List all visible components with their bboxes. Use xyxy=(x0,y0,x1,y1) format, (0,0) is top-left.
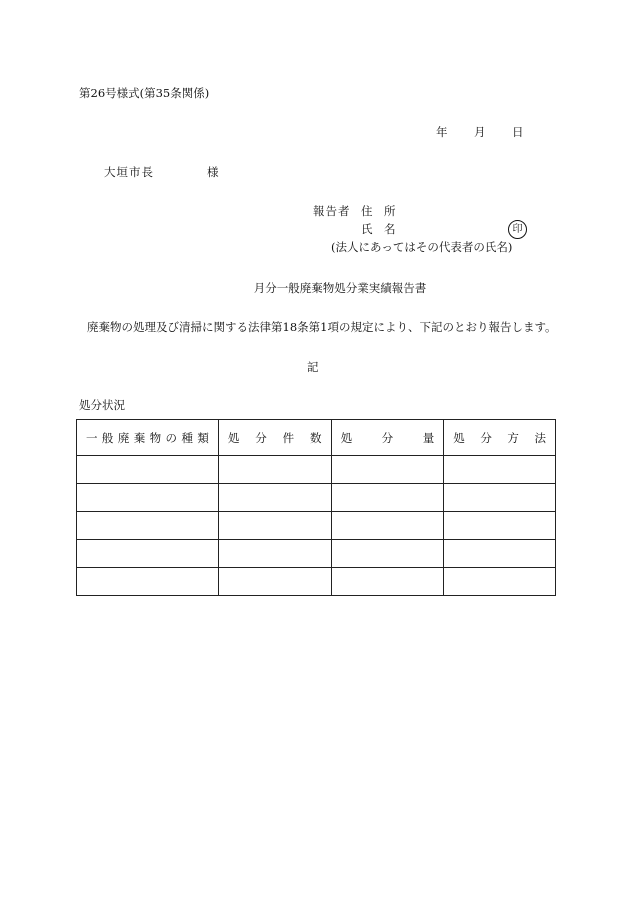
date-year-label: 年 xyxy=(436,125,448,139)
form-number: 第26号様式(第35条関係) xyxy=(79,86,210,100)
name-label: 氏 名 xyxy=(361,222,396,236)
document-title-text: 月分一般廃棄物処分業実績報告書 xyxy=(253,281,427,295)
header-char: 数 xyxy=(310,430,322,445)
header-char: 量 xyxy=(422,430,435,445)
header-char: 法 xyxy=(534,430,546,445)
table-cell[interactable] xyxy=(331,456,444,484)
table-cell[interactable] xyxy=(444,456,556,484)
table-cell[interactable] xyxy=(444,540,556,568)
table-cell[interactable] xyxy=(218,540,331,568)
header-char: 分 xyxy=(255,430,267,445)
header-waste-type xyxy=(77,420,219,456)
document-title xyxy=(0,281,630,295)
table-cell[interactable] xyxy=(444,484,556,512)
header-disposal-count-text xyxy=(219,430,331,446)
address-label: 住 所 xyxy=(361,204,396,218)
header-waste-type-text xyxy=(77,430,218,446)
header-char: 方 xyxy=(507,430,519,445)
header-char: 廃 xyxy=(117,430,130,445)
table-header-row xyxy=(77,420,556,456)
date-day-label: 日 xyxy=(512,125,524,139)
table-cell[interactable] xyxy=(77,540,219,568)
addressee-honorific: 様 xyxy=(207,165,219,179)
ki-heading: 記 xyxy=(307,360,319,374)
table-cell[interactable] xyxy=(77,456,219,484)
header-char: 件 xyxy=(282,430,295,445)
table-cell[interactable] xyxy=(331,484,444,512)
header-char: の xyxy=(165,430,178,445)
header-char: 物 xyxy=(149,430,162,445)
header-char: 処 xyxy=(453,430,465,445)
table-cell[interactable] xyxy=(444,512,556,540)
table-cell[interactable] xyxy=(77,484,219,512)
table-row xyxy=(77,456,556,484)
disposal-table xyxy=(76,419,556,596)
addressee-title: 大垣市長 xyxy=(104,165,154,179)
header-disposal-method xyxy=(444,420,556,456)
header-char: 分 xyxy=(480,430,492,445)
header-char: 一 xyxy=(86,430,98,445)
table-cell[interactable] xyxy=(218,484,331,512)
table-cell[interactable] xyxy=(218,512,331,540)
body-text: 廃棄物の処理及び清掃に関する法律第18条第1項の規定により、下記のとおり報告します。 xyxy=(87,320,557,334)
header-disposal-amount-text xyxy=(332,430,444,446)
header-char: 処 xyxy=(340,430,353,445)
table-row xyxy=(77,568,556,596)
header-char: 棄 xyxy=(133,430,146,445)
seal-mark-icon: 印 xyxy=(508,220,527,239)
header-disposal-count xyxy=(218,420,331,456)
table-cell[interactable] xyxy=(331,568,444,596)
section-heading: 処分状況 xyxy=(79,398,125,412)
table-cell[interactable] xyxy=(331,512,444,540)
table-cell[interactable] xyxy=(331,540,444,568)
header-disposal-amount xyxy=(331,420,444,456)
date-month-label: 月 xyxy=(474,125,486,139)
header-char: 般 xyxy=(101,430,114,445)
table-cell[interactable] xyxy=(444,568,556,596)
table-cell[interactable] xyxy=(218,568,331,596)
table-row xyxy=(77,484,556,512)
header-char: 種 xyxy=(181,430,193,445)
table-row xyxy=(77,512,556,540)
header-char: 処 xyxy=(227,430,240,445)
reporter-label: 報告者 xyxy=(313,204,351,218)
header-char: 分 xyxy=(381,430,394,445)
header-char: 類 xyxy=(197,430,209,445)
table-cell[interactable] xyxy=(218,456,331,484)
table-cell[interactable] xyxy=(77,512,219,540)
table-row xyxy=(77,540,556,568)
corporate-note: (法人にあってはその代表者の氏名) xyxy=(331,240,513,254)
table-cell[interactable] xyxy=(77,568,219,596)
header-disposal-method-text xyxy=(444,430,555,446)
